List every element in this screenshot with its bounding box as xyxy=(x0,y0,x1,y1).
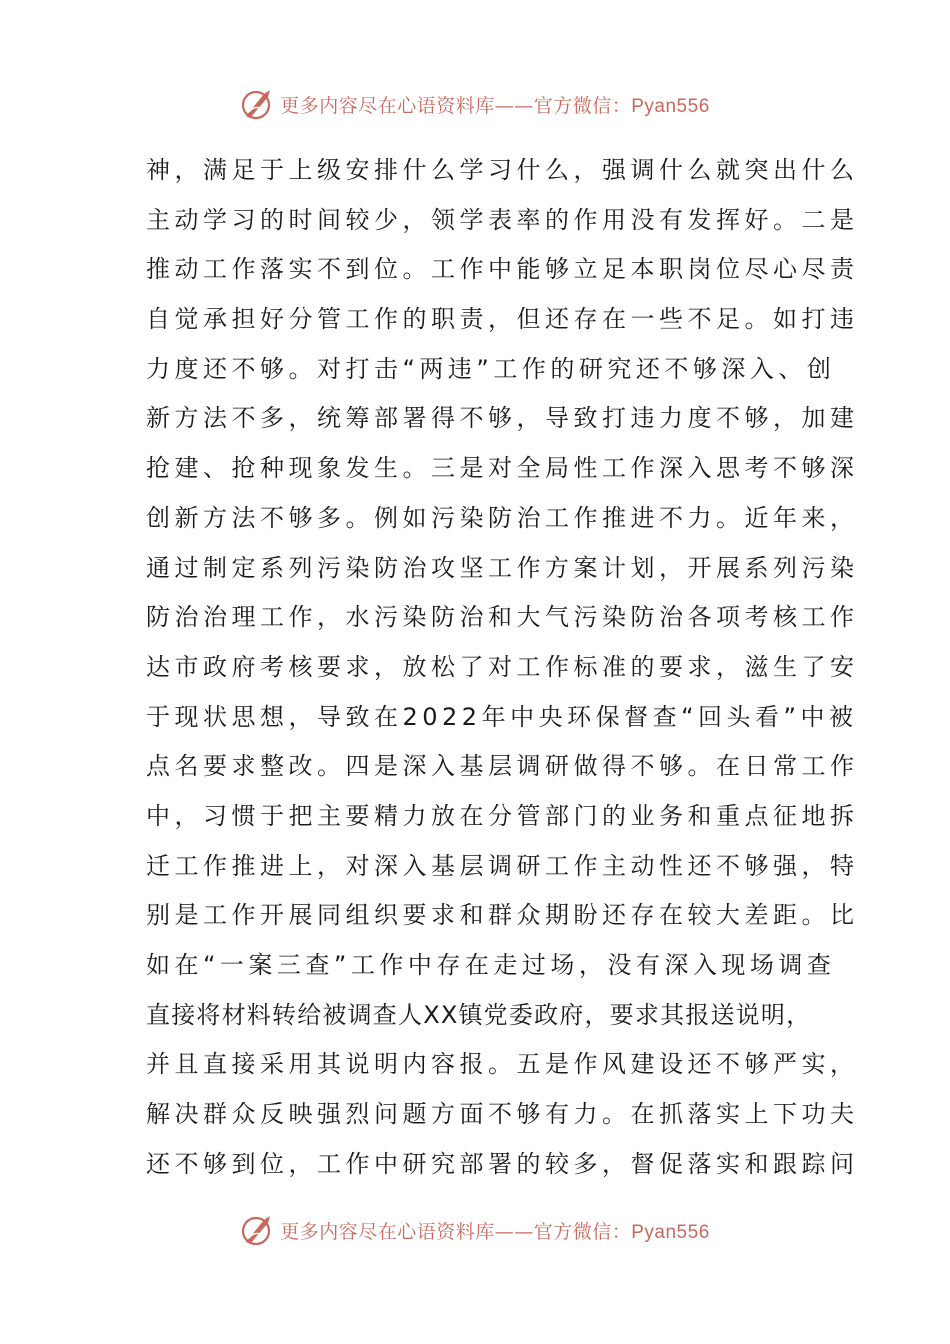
pen-logo-icon xyxy=(240,86,276,122)
body-line: 直接将材料转给被调查人XX镇党委政府，要求其报送说明， xyxy=(146,1000,812,1029)
footer-banner-dash: —— xyxy=(494,1220,534,1243)
body-line: 并且直接采用其说明内容报。五是作风建设还不够严实， xyxy=(146,1050,859,1079)
body-line: 防治治理工作，水污染防治和大气污染防治各项考核工作 xyxy=(146,603,859,632)
pen-logo-icon xyxy=(240,1212,276,1248)
body-text xyxy=(146,146,859,1189)
footer-banner-text xyxy=(280,1217,710,1244)
header-banner-dash: —— xyxy=(494,94,534,117)
header-banner-tail: 官方微信： xyxy=(533,94,632,117)
body-line: 中，习惯于把主要精力放在分管部门的业务和重点征地拆 xyxy=(146,801,859,830)
header-banner-main: 更多内容尽在心语资料库 xyxy=(280,94,495,117)
footer-banner-main: 更多内容尽在心语资料库 xyxy=(280,1220,495,1243)
body-line: 如在“一案三查”工作中存在走过场，没有深入现场调查 xyxy=(146,951,836,979)
header-banner-text xyxy=(280,91,710,118)
body-line: 点名要求整改。四是深入基层调研做得不够。在日常工作 xyxy=(146,752,859,781)
body-line: 神，满足于上级安排什么学习什么，强调什么就突出什么 xyxy=(146,156,859,184)
footer-banner-id: Pyan556 xyxy=(631,1221,710,1243)
body-line: 新方法不多，统筹部署得不够，导致打违力度不够，加建 xyxy=(146,404,859,433)
body-line: 迁工作推进上，对深入基层调研工作主动性还不够强，特 xyxy=(146,851,859,880)
body-line: 力度还不够。对打击“两违”工作的研究还不够深入、创 xyxy=(146,354,836,383)
body-line: 达市政府考核要求，放松了对工作标准的要求，滋生了安 xyxy=(146,652,859,681)
body-line: 通过制定系列污染防治攻坚工作方案计划，开展系列污染 xyxy=(146,553,859,582)
body-line: 别是工作开展同组织要求和群众期盼还存在较大差距。比 xyxy=(146,901,859,930)
body-line: 还不够到位，工作中研究部署的较多，督促落实和跟踪问 xyxy=(146,1149,859,1178)
body-line: 主动学习的时间较少，领学表率的作用没有发挥好。二是 xyxy=(146,205,859,234)
header-banner-id: Pyan556 xyxy=(631,95,710,117)
body-line: 创新方法不够多。例如污染防治工作推进不力。近年来， xyxy=(146,503,859,532)
header-banner xyxy=(0,82,950,126)
body-line: 解决群众反映强烈问题方面不够有力。在抓落实上下功夫 xyxy=(146,1100,859,1129)
body-line: 抢建、抢种现象发生。三是对全局性工作深入思考不够深 xyxy=(146,454,859,483)
body-line: 自觉承担好分管工作的职责，但还存在一些不足。如打违 xyxy=(146,305,859,334)
body-line: 推动工作落实不到位。工作中能够立足本职岗位尽心尽责 xyxy=(146,255,859,284)
footer-banner-tail: 官方微信： xyxy=(533,1220,632,1243)
body-line: 于现状思想，导致在2022年中央环保督查“回头看”中被 xyxy=(146,702,858,731)
footer-banner xyxy=(0,1208,950,1252)
